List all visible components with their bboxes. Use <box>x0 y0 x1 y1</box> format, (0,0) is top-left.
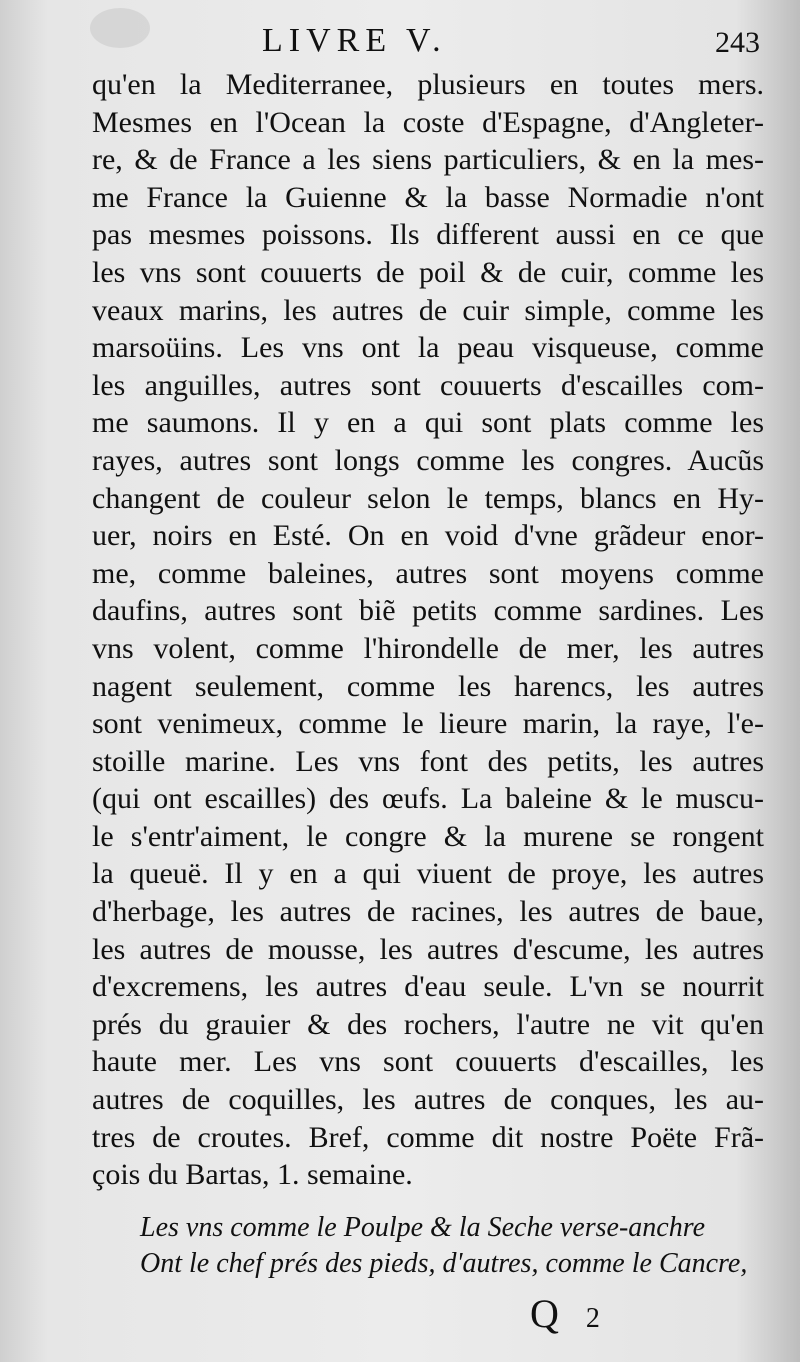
signature-mark <box>530 1290 600 1337</box>
text-line: d'excremens, les autres d'eau seule. L'vn se nourrit <box>92 970 764 1004</box>
text-line: haute mer. Les vns sont couuerts d'escailles, les <box>92 1045 764 1079</box>
text-line: les anguilles, autres sont couuerts d'escailles com- <box>92 368 764 402</box>
text-line: me, comme baleines, autres sont moyens comme <box>92 556 764 590</box>
text-line: marsoüins. Les vns ont la peau visqueuse, comme <box>92 331 764 365</box>
text-line: les vns sont couuerts de poil & de cuir, comme les <box>92 255 764 289</box>
text-line: çois du Bartas, 1. semaine. <box>92 1158 413 1192</box>
text-line: vns volent, comme l'hirondelle de mer, les autres <box>92 631 764 665</box>
text-line: autres de coquilles, les autres de conques, les au- <box>92 1083 764 1117</box>
text-line: le s'entr'aiment, le congre & la murene se rongent <box>92 819 764 853</box>
text-line: nagent seulement, comme les harencs, les autres <box>92 669 764 703</box>
page-number: 243 <box>715 26 760 59</box>
text-line: prés du grauier & des rochers, l'autre ne vit qu'en <box>92 1007 764 1041</box>
text-line: d'herbage, les autres de racines, les autres de baue, <box>92 895 764 929</box>
text-line: veaux marins, les autres de cuir simple, comme les <box>92 293 764 327</box>
poem-quotation <box>140 1210 760 1282</box>
body-text <box>92 66 764 1194</box>
poem-line: Les vns comme le Poulpe & la Seche verse-anchre <box>140 1212 705 1243</box>
text-line: Mesmes en l'Ocean la coste d'Espagne, d'Angleter- <box>92 105 764 139</box>
text-line: stoille marine. Les vns font des petits, les autres <box>92 744 764 778</box>
text-line: re, & de France a les siens particuliers, & en la mes- <box>92 143 764 177</box>
text-line: me saumons. Il y en a qui sont plats comme les <box>92 406 764 440</box>
poem-line: Ont le chef prés des pieds, d'autres, comme le Cancre, <box>140 1248 748 1279</box>
signature-letter: Q <box>530 1291 559 1336</box>
text-line: tres de croutes. Bref, comme dit nostre Poëte Frã- <box>92 1120 764 1154</box>
text-line: daufins, autres sont biẽ petits comme sardines. Les <box>92 594 764 628</box>
text-line: uer, noirs en Esté. On en void d'vne grãdeur enor- <box>92 519 764 553</box>
text-line: sont venimeux, comme le lieure marin, la raye, l'e- <box>92 707 764 741</box>
text-line: pas mesmes poissons. Ils different aussi en ce que <box>92 218 764 252</box>
text-line: me France la Guienne & la basse Normadie n'ont <box>92 180 764 214</box>
text-line: qu'en la Mediterranee, plusieurs en toutes mers. <box>92 68 764 101</box>
text-line: les autres de mousse, les autres d'escume, les autres <box>92 932 764 966</box>
text-line: rayes, autres sont longs comme les congres. Aucũs <box>92 443 764 477</box>
signature-number: 2 <box>585 1303 600 1334</box>
page-header <box>0 18 800 66</box>
running-head: LIVRE V. <box>262 22 447 59</box>
text-line: changent de couleur selon le temps, blancs en Hy- <box>92 481 764 515</box>
text-line: la queuë. Il y en a qui viuent de proye, les autres <box>92 857 764 891</box>
text-line: (qui ont escailles) des œufs. La baleine & le muscu- <box>92 782 764 816</box>
